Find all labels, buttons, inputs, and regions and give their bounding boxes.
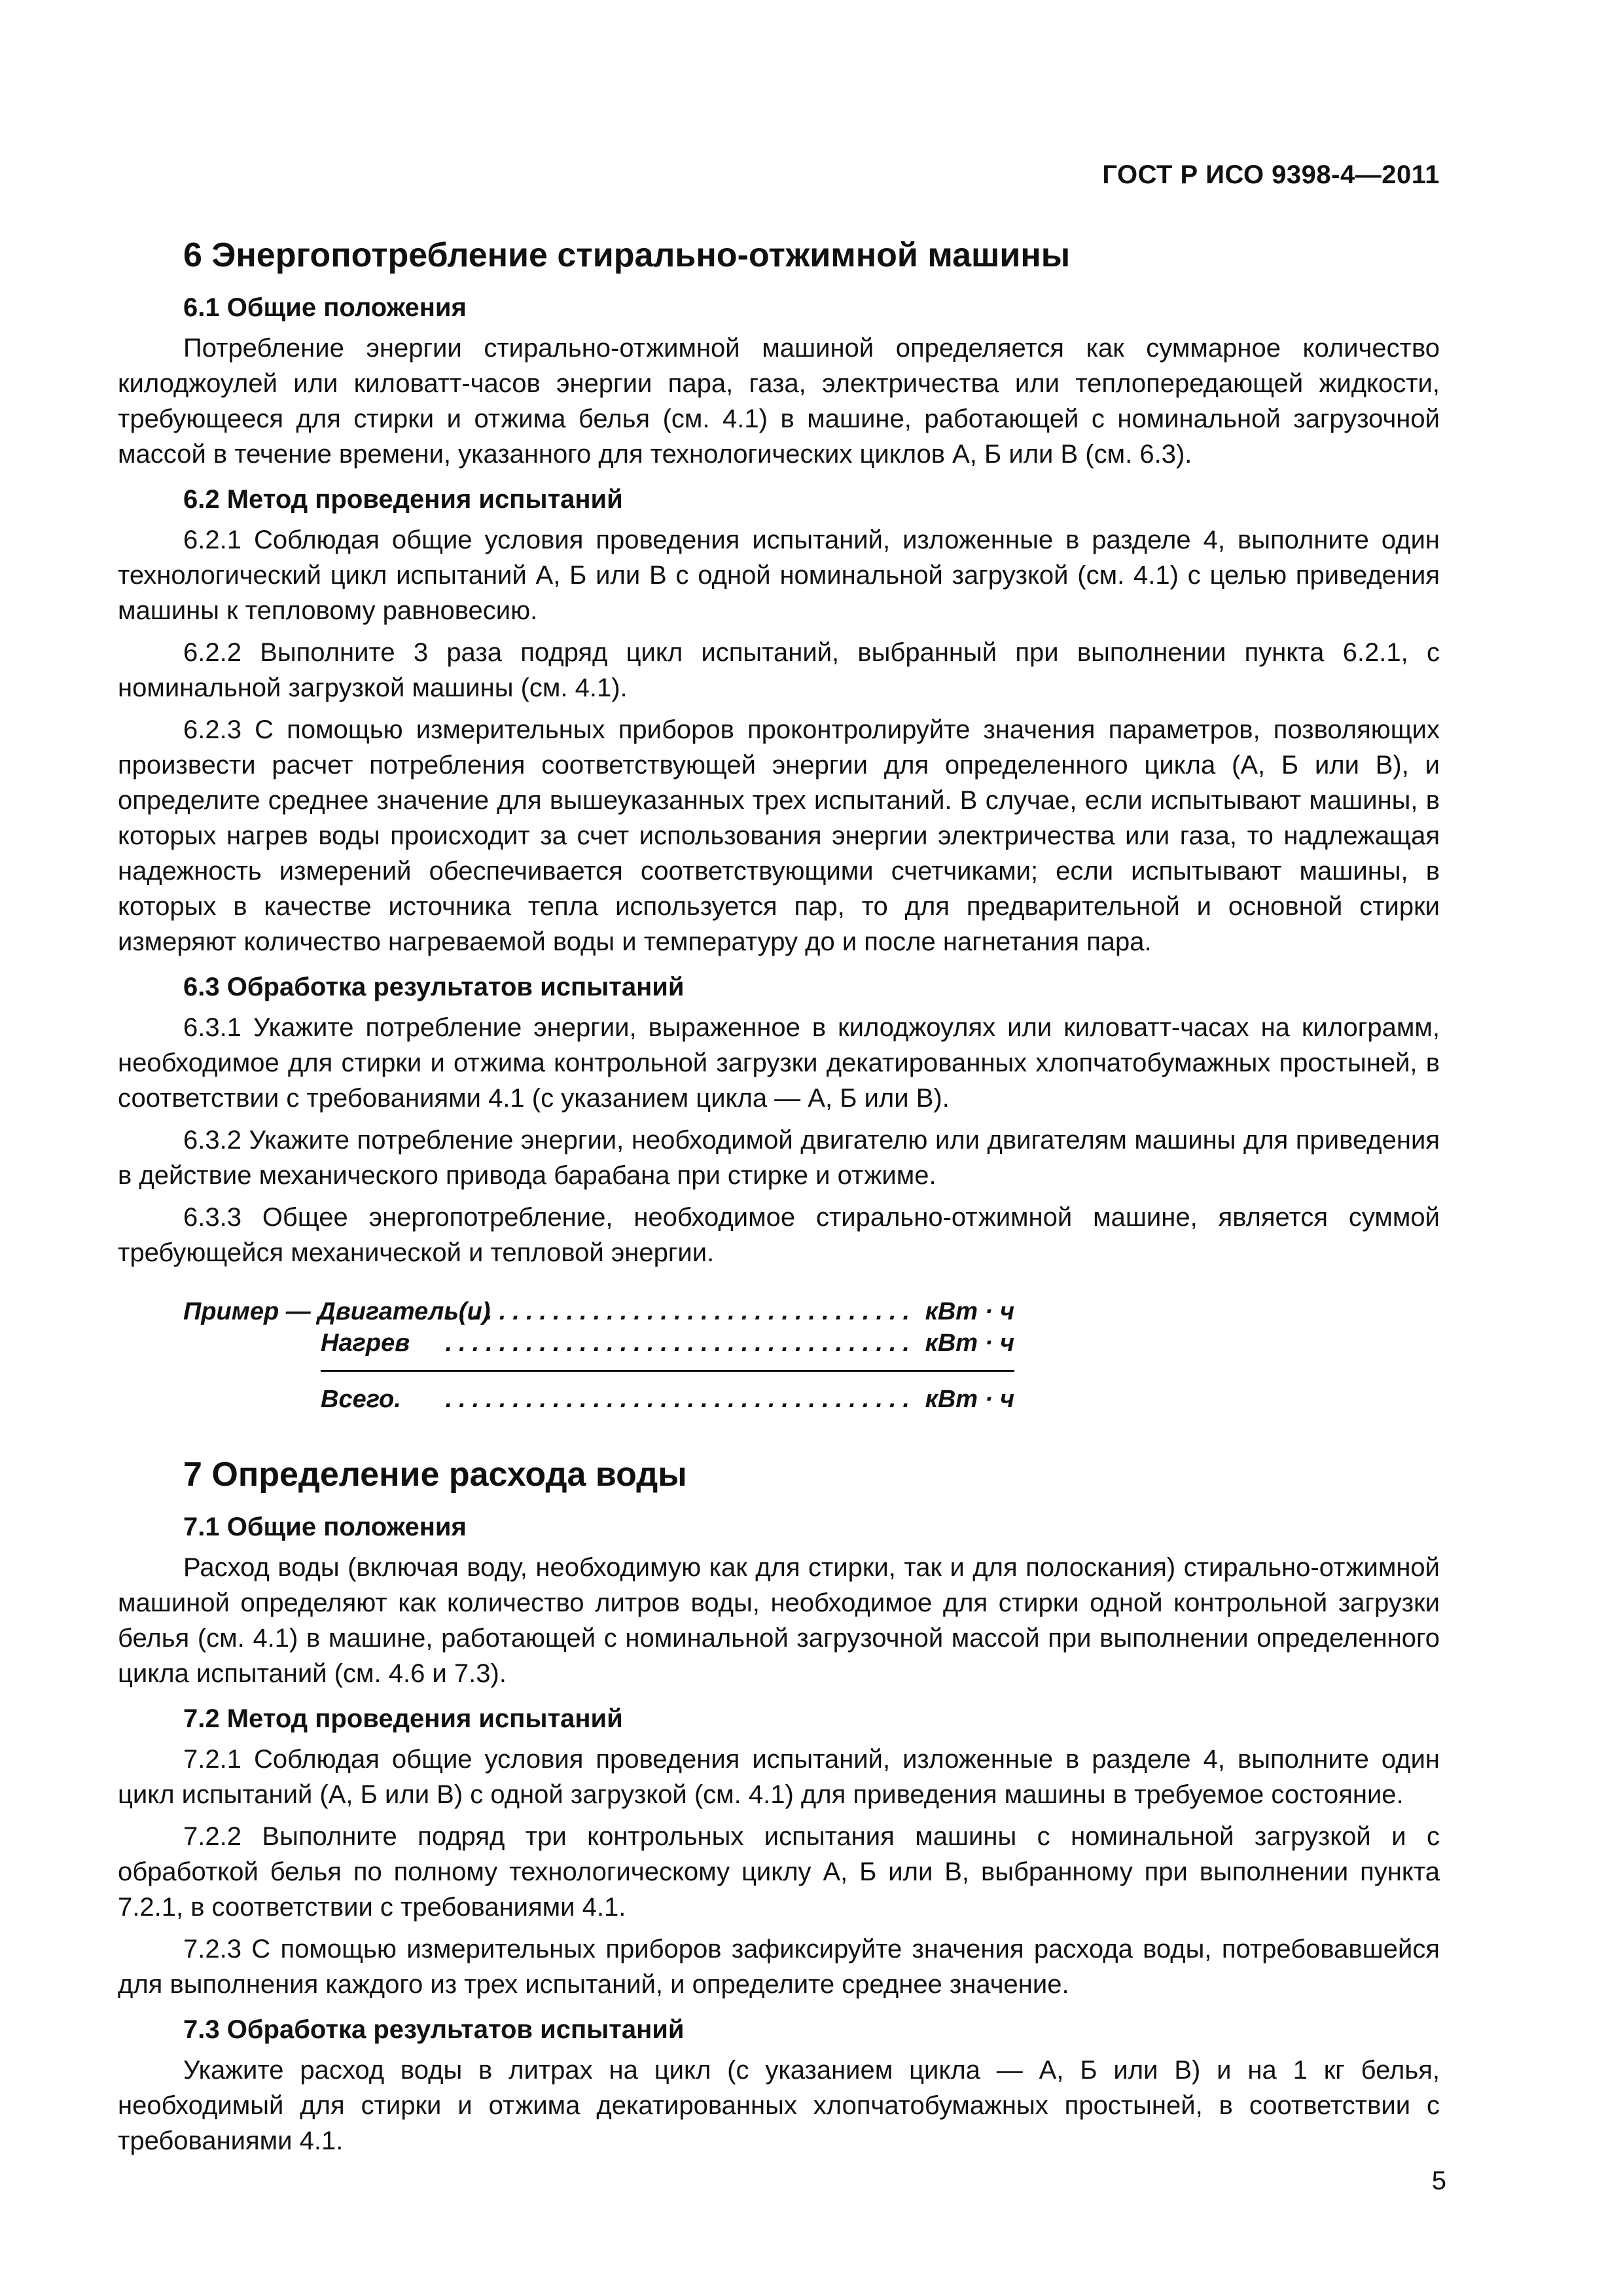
paragraph-6-3-2: 6.3.2 Укажите потребление энергии, необходимой двигателю или двигателям машины для приведения в действие механического привода барабана при стирке и отжиме. [118,1126,1440,1190]
paragraph-6-3-3: 6.3.3 Общее энергопотребление, необходимое стирально-отжимной машине, является суммой требующейся механической и тепловой энергии. [118,1203,1440,1267]
example-label-heating: Нагрев [321,1329,410,1357]
subsection-7-2-heading: 7.2 Метод проведения испытаний [183,1704,623,1733]
example-row-total [183,1386,1014,1414]
paragraph-6-3-1: 6.3.1 Укажите потребление энергии, выраженное в килоджоулях или киловатт-часах на килограмм, необходимое для стирки и отжима контрольной загрузки декатированных хлопчатобумажных простыней, в соответствии с требованиями 4.1 (с указанием цикла — А, Б или В). [118,1013,1440,1113]
example-label-motor: Пример — Двигатель(и) [183,1298,491,1325]
subsection-6-2-heading: 6.2 Метод проведения испытаний [183,485,623,514]
paragraph-7-2-3: 7.2.3 С помощью измерительных приборов зафиксируйте значения расхода воды, потребовавшейся для выполнения каждого из трех испытаний, и определите среднее значение. [118,1935,1440,1999]
example-row-heating [183,1329,1014,1358]
example-sum-rule [321,1370,1014,1372]
paragraph-6-2-1: 6.2.1 Соблюдая общие условия проведения испытаний, изложенные в разделе 4, выполните один технологический цикл испытаний А, Б или В с одной номинальной загрузкой (см. 4.1) с целью приведения машины к тепловому равновесию. [118,526,1440,625]
leader-dots: ................................... [445,1386,916,1413]
paragraph-6-1: Потребление энергии стирально-отжимной машиной определяется как суммарное количество килоджоулей или киловатт-часов энергии пара, газа, электричества или теплопередающей жидкости, требующееся для стирки и отжима белья (см. 4.1) в машине, работающей с номинальной загрузочной массой в течение времени, указанного для технологических циклов А, Б или В (см. 6.3). [118,334,1440,469]
subsection-6-3-heading: 6.3 Обработка результатов испытаний [183,973,685,1001]
energy-example-block [183,1298,1014,1416]
document-body [118,236,1440,2165]
section-7-title: 7 Определение расхода воды [183,1456,687,1494]
subsection-7-3-heading: 7.3 Обработка результатов испытаний [183,2015,685,2044]
paragraph-6-2-3: 6.2.3 С помощью измерительных приборов проконтролируйте значения параметров, позволяющих произвести расчет потребления соответствующей энергии для определенного цикла (А, Б или В), и определите среднее значение для вышеуказанных трех испытаний. В случае, если испытывают машины, в которых нагрев воды происходит за счет использования энергии электричества или газа, то надлежащая надежность измерений обеспечивается соответствующими счетчиками; если испытывают машины, в которых в качестве источника тепла используется пар, то для предварительной и основной стирки измеряют количество нагреваемой воды и температуру до и после нагнетания пара. [118,715,1440,956]
leader-dots: ................................... [445,1329,916,1357]
example-unit: кВт · ч [925,1298,1014,1325]
paragraph-6-2-2: 6.2.2 Выполните 3 раза подряд цикл испытаний, выбранный при выполнении пункта 6.2.1, с номинальной загрузкой машины (см. 4.1). [118,638,1440,702]
leader-dots: ................................... [445,1298,916,1325]
page-number: 5 [1431,2166,1446,2195]
paragraph-7-2-1: 7.2.1 Соблюдая общие условия проведения испытаний, изложенные в разделе 4, выполните один цикл испытаний (А, Б или В) с одной загрузкой (см. 4.1) для приведения машины в требуемое состояние. [118,1745,1440,1809]
subsection-7-1-heading: 7.1 Общие положения [183,1513,467,1541]
example-label-total: Всего. [321,1386,401,1413]
example-unit: кВт · ч [925,1329,1014,1357]
paragraph-7-2-2: 7.2.2 Выполните подряд три контрольных испытания машины с номинальной загрузкой и с обработкой белья по полному технологическому циклу А, Б или В, выбранному при выполнении пункта 7.2.1, в соответствии с требованиями 4.1. [118,1822,1440,1922]
document-code: ГОСТ Р ИСО 9398-4—2011 [1102,160,1440,189]
paragraph-7-1: Расход воды (включая воду, необходимую как для стирки, так и для полоскания) стирально-отжимной машиной определяют как количество литров воды, необходимое для стирки одной контрольной загрузки белья (см. 4.1) в машине, работающей с номинальной загрузочной массой при выполнении определенного цикла испытаний (см. 4.6 и 7.3). [118,1553,1440,1688]
example-row-motor [183,1298,1014,1327]
paragraph-7-3: Укажите расход воды в литрах на цикл (с указанием цикла — А, Б или В) и на 1 кг белья, необходимый для стирки и отжима декатированных хлопчатобумажных простыней, в соответствии с требованиями 4.1. [118,2056,1440,2155]
section-6-title: 6 Энергопотребление стирально-отжимной машины [183,236,1071,274]
example-unit: кВт · ч [925,1386,1014,1413]
subsection-6-1-heading: 6.1 Общие положения [183,293,467,322]
